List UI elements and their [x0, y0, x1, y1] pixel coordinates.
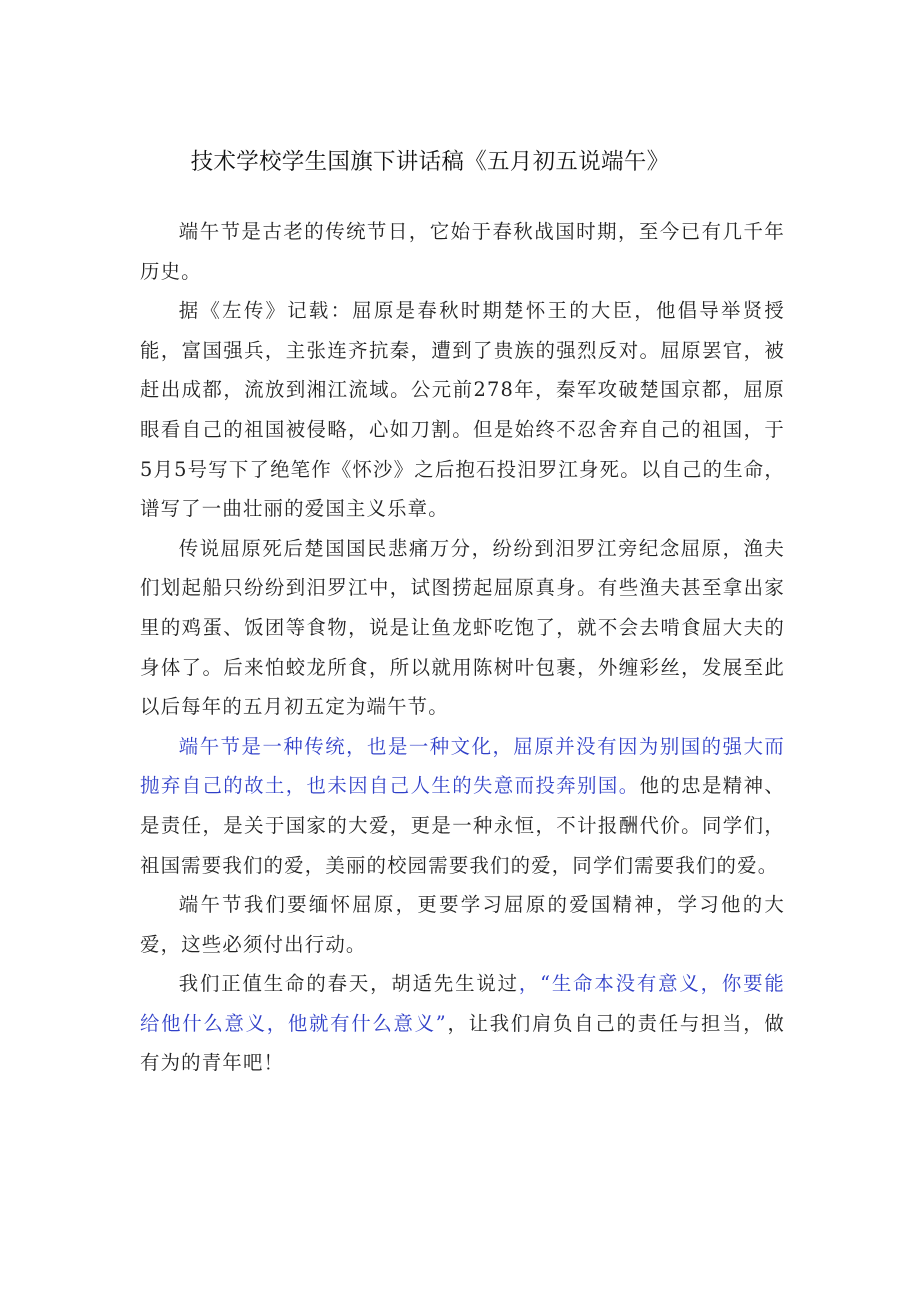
paragraph-6: [140, 964, 785, 1083]
paragraph-5-text: 端午节我们要缅怀屈原，更要学习屈原的爱国精神，学习他的大爱，这些必须付出行动。: [140, 893, 785, 956]
document-body: [140, 212, 785, 1083]
document-title: 技术学校学生国旗下讲话稿《五月初五说端午》: [190, 149, 670, 175]
paragraph-2: [140, 291, 785, 529]
paragraph-4-text: 他的忠是精神、是责任，是关于国家的大爱，更是一种永恒，不计报酬代价。同学们，祖国需要我们的爱，美丽的校园需要我们的爱，同学们需要我们的爱。: [140, 774, 785, 877]
paragraph-2-text: 据《左传》记载：屈原是春秋时期楚怀王的大臣，他倡导举贤授能，富国强兵，主张连齐抗秦，遭到了贵族的强烈反对。屈原罢官，被赶出成都，流放到湘江流域。公元前278年，秦军攻破楚国京都，屈原眼看自己的祖国被侵略，心如刀割。但是始终不忍舍弃自己的祖国，于5月5号写下了绝笔作《怀沙》之后抱石投汨罗江身死。以自己的生命，谱写了一曲壮丽的爱国主义乐章。: [140, 299, 785, 521]
paragraph-3: [140, 529, 785, 727]
paragraph-6-text-end: ，让我们肩负自己的责任与担当，做有为的青年吧！: [140, 1011, 785, 1075]
paragraph-4: [140, 727, 785, 885]
paragraph-4-highlighted-text: 端午节是一种传统，也是一种文化，屈原并没有因为别国的强大而抛弃自己的故土，也未因自己人生的失意而投奔别国。: [140, 734, 785, 798]
paragraph-6-quote: ，“生命本没有意义，你要能给他什么意义，他就有什么意义”: [140, 972, 786, 1035]
paragraph-3-text: 传说屈原死后楚国国民悲痛万分，纷纷到汨罗江旁纪念屈原，渔夫们划起船只纷纷到汨罗江中，试图捞起屈原真身。有些渔夫甚至拿出家里的鸡蛋、饭团等食物，说是让鱼龙虾吃饱了，就不会去啃食屈大夫的身体了。后来怕蛟龙所食，所以就用陈树叶包裹，外缠彩丝，发展至此以后每年的五月初五定为端午节。: [140, 536, 785, 719]
paragraph-1-text: 端午节是古老的传统节日，它始于春秋战国时期，至今已有几千年历史。: [140, 220, 785, 283]
paragraph-6-text-start: 我们正值生命的春天，胡适先生说过: [178, 972, 519, 996]
paragraph-5: [140, 885, 785, 964]
paragraph-1: [140, 212, 785, 291]
